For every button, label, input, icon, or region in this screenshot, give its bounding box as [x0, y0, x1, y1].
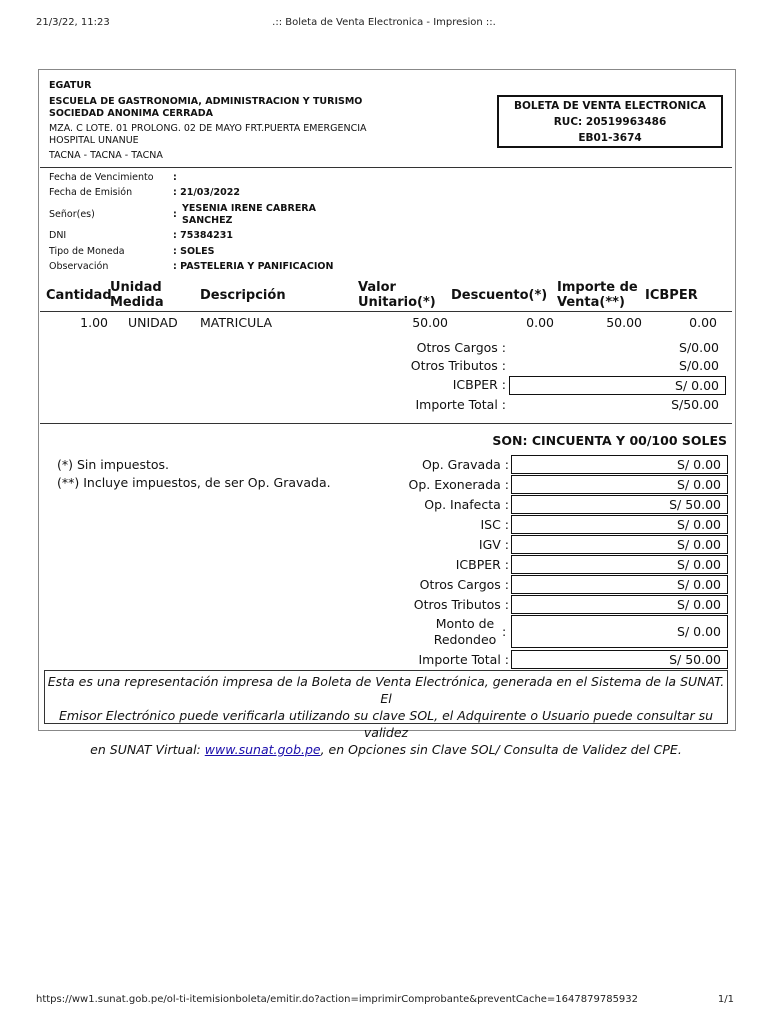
print-datetime: 21/3/22, 11:23 [36, 17, 110, 28]
t2-igv-box: S/ 0.00 [511, 535, 728, 554]
t2-redondeo-label-1: Monto de [435, 616, 495, 631]
value-fecha-emision: : 21/03/2022 [173, 187, 240, 198]
value-moneda: : SOLES [173, 246, 215, 257]
t2-op-gravada-label: Op. Gravada : [421, 457, 509, 472]
value-senor-colon: : [173, 209, 177, 220]
sunat-link[interactable]: www.sunat.gob.pe [204, 742, 321, 757]
t2-op-inafecta-label: Op. Inafecta : [424, 497, 509, 512]
son-monto-letras: SON: CINCUENTA Y 00/100 SOLES [492, 433, 727, 448]
th-cantidad: Cantidad [46, 288, 112, 303]
t2-icbper-label: ICBPER : [455, 557, 509, 572]
print-url: https://ww1.sunat.gob.pe/ol-ti-itemisionboleta/emitir.do?action=imprimirComprobante&preventCache=1647879785932 [36, 994, 639, 1005]
td-icbper: 0.00 [689, 315, 717, 330]
label-observacion: Observación [49, 261, 109, 272]
t2-op-exonerada-box: S/ 0.00 [511, 475, 728, 494]
t2-redondeo-box: S/ 0.00 [511, 615, 728, 648]
t2-otros-tributos-box: S/ 0.00 [511, 595, 728, 614]
t1-otros-tributos-value: S/0.00 [679, 358, 719, 373]
value-observacion: : PASTELERIA Y PANIFICACION [173, 261, 334, 272]
t2-igv-label: IGV : [478, 537, 509, 552]
th-descripcion: Descripción [200, 288, 286, 303]
th-unidad-2: Medida [110, 295, 164, 310]
label-fecha-vencimiento: Fecha de Vencimiento [49, 172, 154, 183]
th-valor-1: Valor [358, 280, 396, 295]
emisor-razon-social-1: ESCUELA DE GASTRONOMIA, ADMINISTRACION Y TURISMO [49, 96, 363, 107]
t2-otros-cargos-box: S/ 0.00 [511, 575, 728, 594]
t2-redondeo-label-2: Redondeo [433, 632, 497, 647]
leyenda-linea-3-pre: en SUNAT Virtual: [90, 742, 205, 757]
comprobante-tipo: BOLETA DE VENTA ELECTRONICA [513, 100, 707, 112]
emisor-direccion-1: MZA. C LOTE. 01 PROLONG. 02 DE MAYO FRT.PUERTA EMERGENCIA [49, 123, 367, 134]
label-senor: Señor(es) [49, 209, 95, 220]
t2-redondeo-label [430, 616, 500, 648]
value-senor-line2: SANCHEZ [182, 215, 233, 226]
th-icbper: ICBPER [645, 288, 698, 303]
divider-totals [40, 423, 732, 424]
t2-op-gravada-box: S/ 0.00 [511, 455, 728, 474]
comprobante-box [497, 95, 723, 148]
td-importe: 50.00 [606, 315, 642, 330]
comprobante-ruc: RUC: 20519963486 [553, 116, 667, 128]
emisor-nombre-comercial: EGATUR [49, 80, 92, 91]
t1-importe-total-label: Importe Total : [415, 397, 506, 412]
th-importe-1: Importe de [557, 280, 638, 295]
th-unidad-1: Unidad [110, 280, 162, 295]
t2-otros-cargos-label: Otros Cargos : [419, 577, 509, 592]
label-moneda: Tipo de Moneda [49, 246, 125, 257]
td-descuento: 0.00 [526, 315, 554, 330]
divider-table-header [40, 311, 732, 312]
th-valor-2: Unitario(*) [358, 295, 436, 310]
leyenda-linea-2: Emisor Electrónico puede verificarla utilizando su clave SOL, el Adquirente o Usuario puede consultar su validez [58, 708, 714, 740]
leyenda-linea-1: Esta es una representación impresa de la Boleta de Venta Electrónica, generada en el Sistema de la SUNAT. El [47, 674, 725, 706]
t2-icbper-box: S/ 0.00 [511, 555, 728, 574]
value-senor-line1: YESENIA IRENE CABRERA [182, 203, 316, 214]
th-descuento: Descuento(*) [451, 288, 548, 303]
leyenda-linea-3 [45, 741, 727, 758]
t2-importe-total-label: Importe Total : [418, 652, 509, 667]
t2-importe-total-box: S/ 50.00 [511, 650, 728, 669]
t2-op-exonerada-label: Op. Exonerada : [408, 477, 509, 492]
t1-otros-tributos-label: Otros Tributos : [410, 358, 506, 373]
t2-isc-box: S/ 0.00 [511, 515, 728, 534]
comprobante-numero: EB01-3674 [578, 132, 642, 144]
t2-isc-label: ISC : [480, 517, 509, 532]
value-dni: : 75384231 [173, 230, 233, 241]
emisor-direccion-2: HOSPITAL UNANUE [49, 135, 139, 146]
nota-incluye-impuestos: (**) Incluye impuestos, de ser Op. Gravada. [57, 475, 331, 490]
td-valor: 50.00 [412, 315, 448, 330]
nota-sin-impuestos: (*) Sin impuestos. [57, 457, 170, 472]
divider-header [40, 167, 732, 168]
leyenda-box [44, 670, 728, 757]
t1-importe-total-value: S/50.00 [671, 397, 719, 412]
t1-icbper-box: S/ 0.00 [509, 376, 726, 395]
emisor-razon-social-2: SOCIEDAD ANONIMA CERRADA [49, 108, 214, 119]
t2-otros-tributos-label: Otros Tributos : [413, 597, 509, 612]
t2-redondeo-colon: : [502, 624, 507, 639]
label-dni: DNI [49, 230, 67, 241]
t2-op-inafecta-box: S/ 50.00 [511, 495, 728, 514]
td-descripcion: MATRICULA [200, 315, 273, 330]
value-fecha-vencimiento: : [173, 172, 177, 183]
label-fecha-emision: Fecha de Emisión [49, 187, 133, 198]
td-cantidad: 1.00 [80, 315, 108, 330]
th-importe-2: Venta(**) [557, 295, 625, 310]
print-page-title: .:: Boleta de Venta Electronica - Impresion ::. [272, 17, 496, 28]
td-unidad: UNIDAD [128, 315, 178, 330]
print-page-count: 1/1 [717, 994, 734, 1005]
t1-otros-cargos-label: Otros Cargos : [416, 340, 506, 355]
t1-icbper-label: ICBPER : [452, 377, 506, 392]
emisor-ubicacion: TACNA - TACNA - TACNA [49, 150, 163, 161]
leyenda-linea-3-post: , en Opciones sin Clave SOL/ Consulta de Validez del CPE. [320, 742, 682, 757]
t1-otros-cargos-value: S/0.00 [679, 340, 719, 355]
